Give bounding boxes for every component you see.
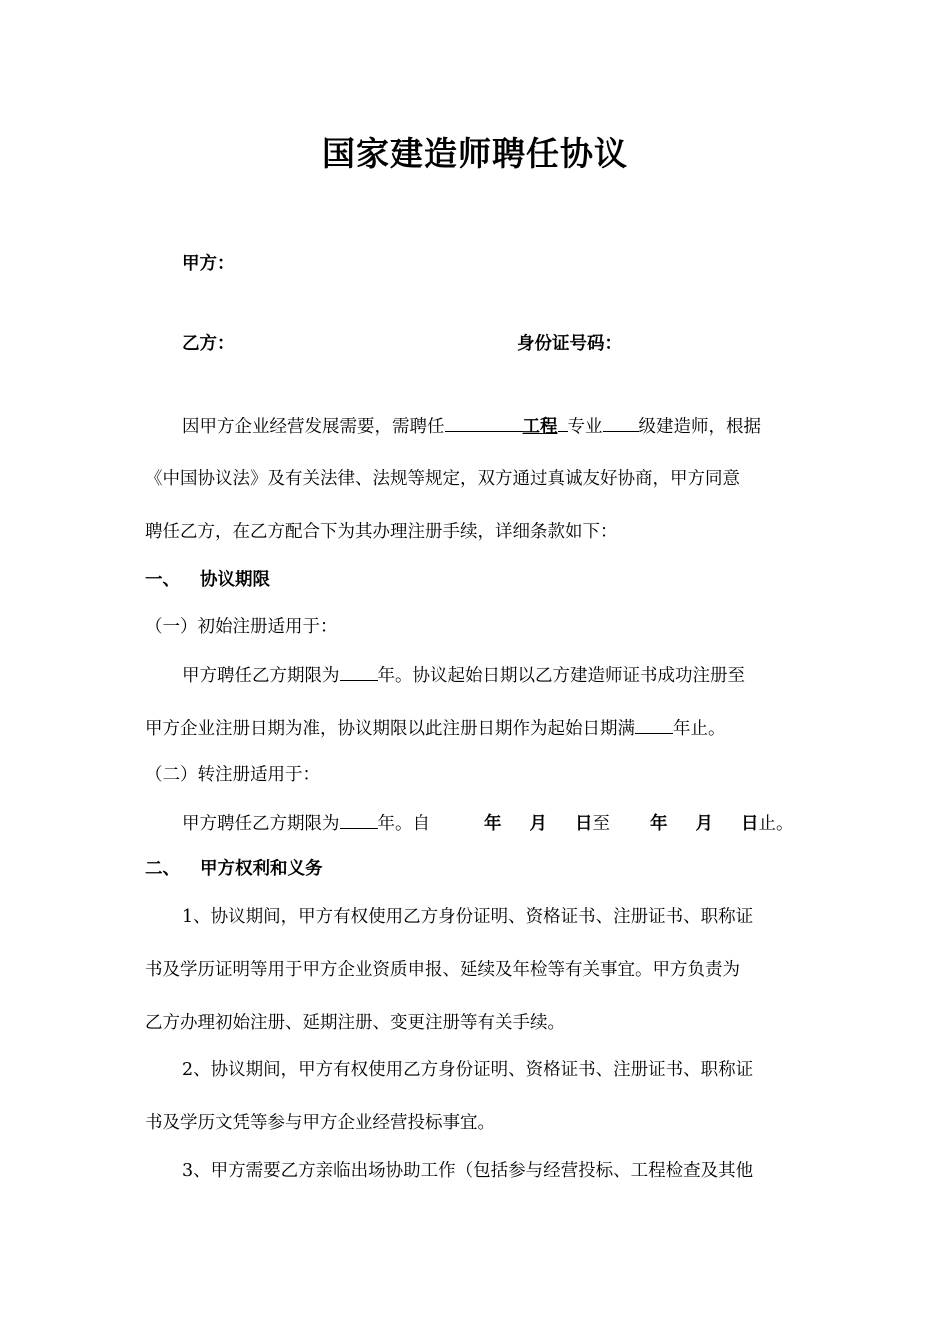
- section-number: 二、: [145, 859, 180, 879]
- party-b-label: 乙方：: [182, 334, 235, 354]
- text: 年止。: [673, 719, 726, 739]
- clause-3-line-1: 3、甲方需要乙方亲临出场协助工作（包括参与经营投标、工程检查及其他: [182, 1161, 754, 1181]
- text: 止。: [758, 814, 794, 834]
- day-label: 日: [575, 814, 593, 834]
- transfer-term-line: [182, 810, 794, 836]
- year-label: 年: [484, 814, 502, 834]
- blank-field: [340, 810, 378, 829]
- intro-line-1: [182, 413, 761, 439]
- clause-1-line-1: 1、协议期间，甲方有权使用乙方身份证明、资格证书、注册证书、职称证: [182, 907, 754, 927]
- intro-text-c: 级建造师，根据: [638, 417, 761, 437]
- blank-field: [340, 662, 378, 681]
- party-a-label: 甲方：: [182, 254, 235, 274]
- blank-field: [445, 413, 523, 432]
- text: 至: [592, 814, 610, 834]
- text: 年。自: [377, 814, 430, 834]
- section-title: 甲方权利和义务: [200, 859, 323, 879]
- blank-field: [558, 413, 568, 432]
- section-number: 一、: [145, 570, 180, 590]
- document-title: 国家建造师聘任协议: [322, 134, 628, 173]
- clause-1-line-3: 乙方办理初始注册、延期注册、变更注册等有关手续。: [145, 1013, 565, 1033]
- month-label: 月: [529, 814, 547, 834]
- intro-text-a: 因甲方企业经营发展需要，需聘任: [182, 417, 445, 437]
- blank-field: [603, 413, 639, 432]
- month-label: 月: [695, 814, 713, 834]
- text: 甲方企业注册日期为准，协议期限以此注册日期作为起始日期满: [145, 719, 635, 739]
- text: 年。协议起始日期以乙方建造师证书成功注册至: [377, 666, 745, 686]
- intro-line-2: 《中国协议法》及有关法律、法规等规定，双方通过真诚友好协商，甲方同意: [145, 469, 740, 489]
- blank-field: [635, 715, 673, 734]
- text: 甲方聘任乙方期限为: [182, 814, 340, 834]
- section-1-heading: [145, 568, 270, 592]
- clause-2-line-2: 书及学历文凭等参与甲方企业经营投标事宜。: [145, 1113, 495, 1133]
- clause-2-line-1: 2、协议期间，甲方有权使用乙方身份证明、资格证书、注册证书、职称证: [182, 1060, 754, 1080]
- section-title: 协议期限: [200, 570, 270, 590]
- subsection-1: （一）初始注册适用于：: [145, 617, 338, 637]
- intro-line-3: 聘任乙方，在乙方配合下为其办理注册手续，详细条款如下：: [145, 522, 618, 542]
- year-label: 年: [650, 814, 668, 834]
- text: 甲方聘任乙方期限为: [182, 666, 340, 686]
- intro-text-b: 专业: [567, 417, 603, 437]
- id-number-label: 身份证号码：: [517, 334, 622, 354]
- section-2-heading: [145, 857, 323, 881]
- subsection-2: （二）转注册适用于：: [145, 765, 320, 785]
- engineering-word: 工程: [522, 417, 558, 437]
- day-label: 日: [741, 814, 759, 834]
- term-line-2: [145, 715, 726, 741]
- term-line-1: [182, 662, 745, 688]
- clause-1-line-2: 书及学历证明等用于甲方企业资质申报、延续及年检等有关事宜。甲方负责为: [145, 960, 740, 980]
